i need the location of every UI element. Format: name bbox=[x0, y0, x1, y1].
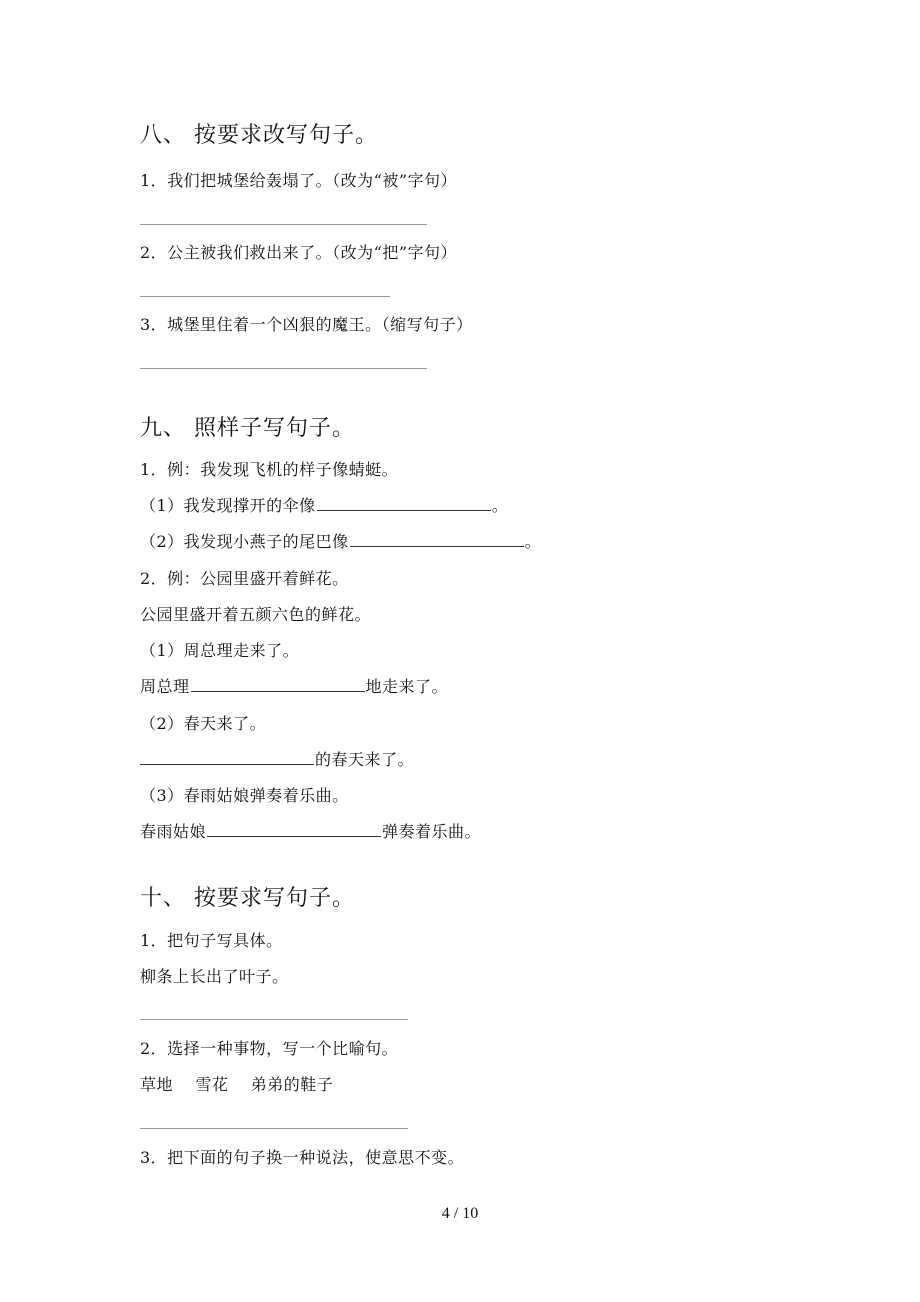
section-9-example-2-model: 公园里盛开着五颜六色的鲜花。 bbox=[140, 605, 372, 624]
fill-blank[interactable] bbox=[317, 496, 491, 511]
section-10-question-3: 3．把下面的句子换一种说法，使意思不变。 bbox=[140, 1148, 465, 1167]
fill-blank[interactable] bbox=[350, 532, 524, 547]
item-text: 弹奏着乐曲。 bbox=[382, 822, 482, 841]
answer-line[interactable] bbox=[140, 224, 427, 225]
section-9-item-1-2 bbox=[140, 529, 541, 552]
item-text: （2）我发现小燕子的尾巴像 bbox=[140, 532, 349, 551]
fill-blank[interactable] bbox=[140, 750, 314, 765]
section-9-item-2-2-answer bbox=[140, 747, 414, 770]
answer-line[interactable] bbox=[140, 1128, 408, 1129]
section-8-question-3: 3．城堡里住着一个凶狠的魔王。（缩写句子） bbox=[140, 315, 473, 334]
item-text: 地走来了。 bbox=[365, 677, 449, 696]
section-8-question-2: 2．公主被我们救出来了。（改为“把”字句） bbox=[140, 243, 458, 262]
item-text: 。 bbox=[524, 532, 542, 551]
section-10-heading: 十、 按要求写句子。 bbox=[140, 886, 355, 911]
fill-blank[interactable] bbox=[207, 822, 381, 837]
section-8-heading: 八、 按要求改写句子。 bbox=[140, 123, 378, 148]
section-10-question-2: 2．选择一种事物，写一个比喻句。 bbox=[140, 1039, 399, 1058]
section-9-item-1-1 bbox=[140, 493, 508, 516]
item-text: （1）我发现撑开的伞像 bbox=[140, 496, 316, 515]
section-10-question-2-options: 草地 雪花 弟弟的鞋子 bbox=[140, 1075, 334, 1094]
page-number: 4 / 10 bbox=[441, 1205, 479, 1222]
section-10-question-1-sentence: 柳条上长出了叶子。 bbox=[140, 967, 289, 986]
section-8-question-1: 1．我们把城堡给轰塌了。（改为“被”字句） bbox=[140, 171, 458, 190]
item-text: 的春天来了。 bbox=[315, 750, 415, 769]
section-9-example-2: 2．例：公园里盛开着鲜花。 bbox=[140, 569, 349, 588]
item-text: 春雨姑娘 bbox=[140, 822, 207, 841]
section-9-item-2-3: （3）春雨姑娘弹奏着乐曲。 bbox=[140, 786, 349, 805]
section-9-item-2-2: （2）春天来了。 bbox=[140, 714, 267, 733]
answer-line[interactable] bbox=[140, 1019, 408, 1020]
section-9-item-2-1: （1）周总理走来了。 bbox=[140, 641, 300, 660]
item-text: 周总理 bbox=[140, 677, 190, 696]
answer-line[interactable] bbox=[140, 368, 427, 369]
section-9-item-2-3-answer bbox=[140, 819, 481, 842]
item-text: 。 bbox=[491, 496, 509, 515]
section-9-example-1: 1．例：我发现飞机的样子像蜻蜓。 bbox=[140, 460, 399, 479]
section-9-item-2-1-answer bbox=[140, 674, 448, 697]
section-9-heading: 九、 照样子写句子。 bbox=[140, 416, 355, 441]
answer-line[interactable] bbox=[140, 296, 390, 297]
fill-blank[interactable] bbox=[191, 677, 365, 692]
section-10-question-1: 1．把句子写具体。 bbox=[140, 931, 283, 950]
